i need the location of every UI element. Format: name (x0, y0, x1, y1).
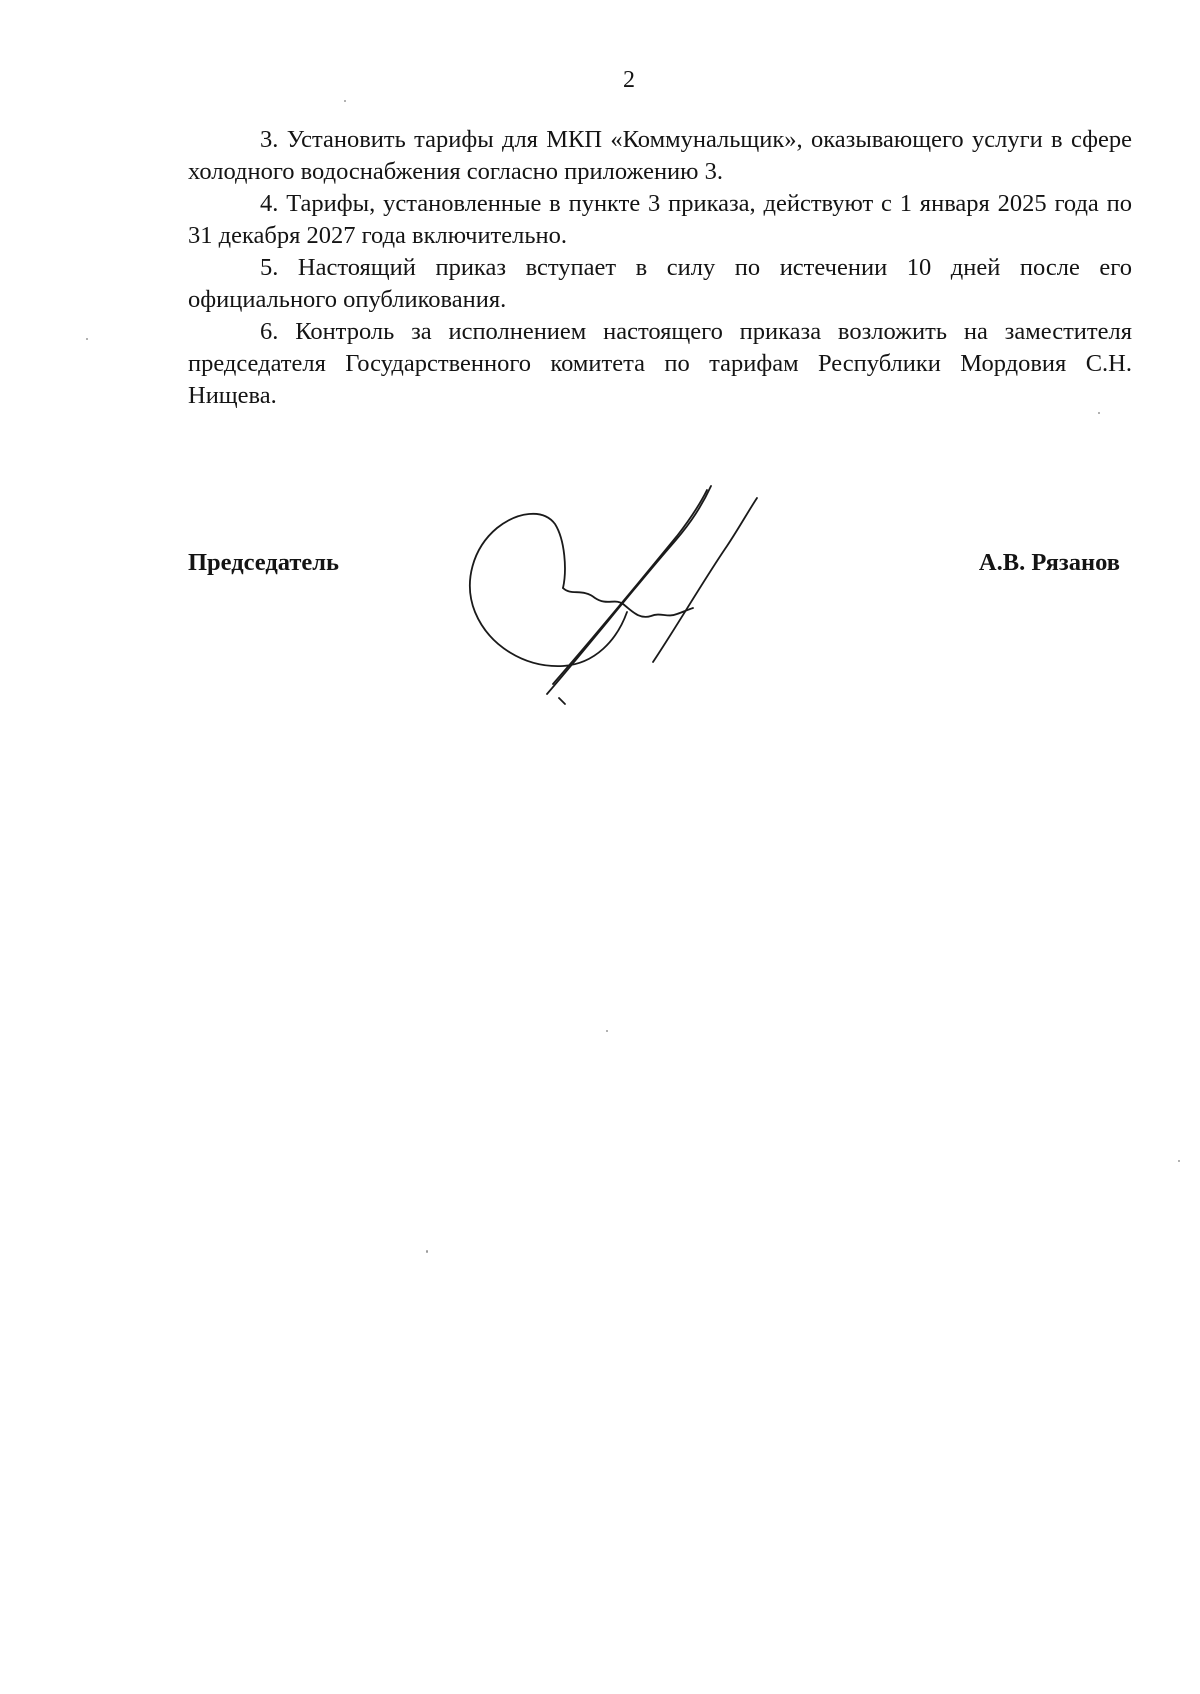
signature-block (188, 546, 1120, 586)
paragraph-3: 3. Установить тарифы для МКП «Коммунальщик», оказывающего услуги в сфере холодного водоснабжения согласно приложению 3. (188, 126, 1132, 185)
paragraph-5: 5. Настоящий приказ вступает в силу по истечении 10 дней после его официального опубликования. (188, 254, 1132, 313)
page-number: 2 (623, 67, 635, 93)
paragraph-4: 4. Тарифы, установленные в пункте 3 приказа, действуют с 1 января 2025 года по 31 декабря 2027 года включительно. (188, 190, 1132, 249)
handwritten-signature (455, 470, 815, 710)
scan-speck (1178, 1160, 1180, 1162)
signatory-title: Председатель (188, 549, 339, 576)
scan-speck (426, 1250, 428, 1253)
scan-speck (86, 338, 88, 340)
signatory-name: А.В. Рязанов (978, 549, 1120, 576)
paragraph-6: 6. Контроль за исполнением настоящего приказа возложить на заместителя председателя Государственного комитета по тарифам Республики Мордовия С.Н. Нищева. (188, 318, 1132, 409)
scan-speck (606, 1030, 608, 1032)
scan-speck (1098, 412, 1100, 414)
document-body (188, 124, 1132, 412)
scan-speck (344, 100, 346, 102)
